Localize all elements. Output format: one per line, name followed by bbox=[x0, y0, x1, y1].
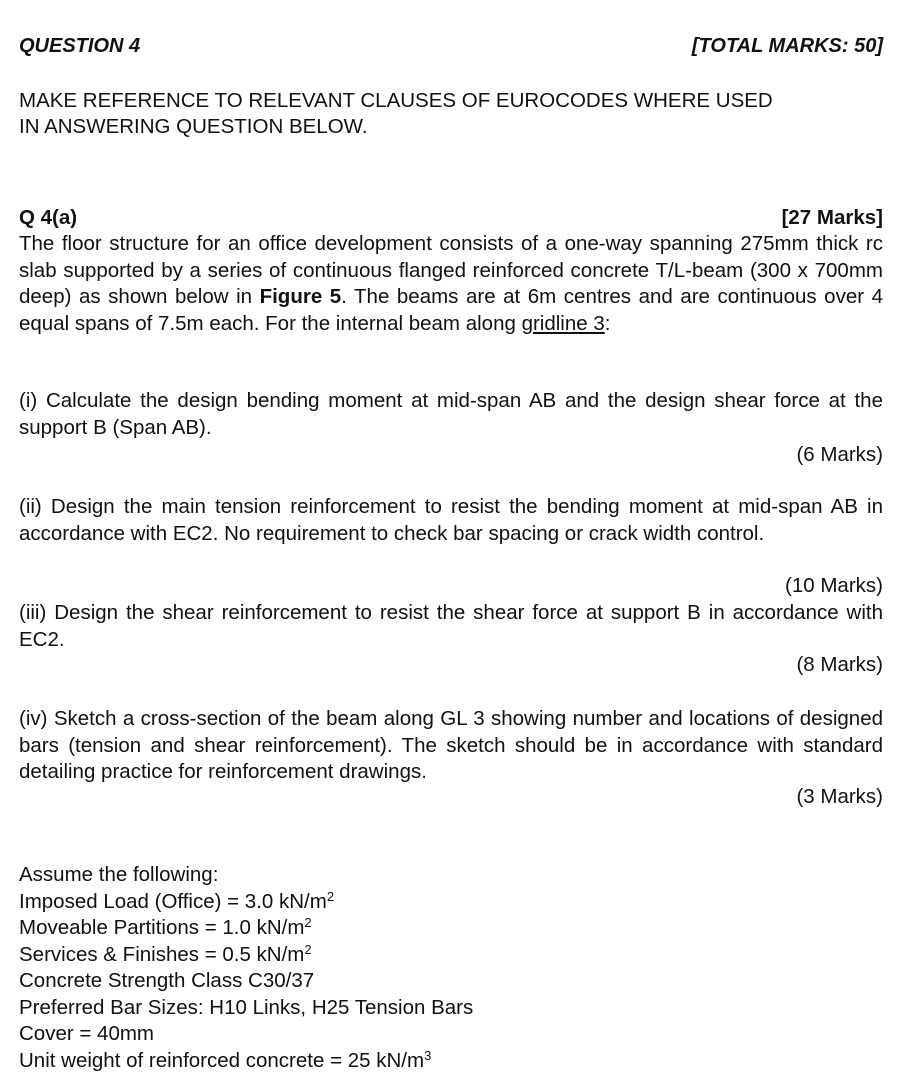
instruction-line-2: IN ANSWERING QUESTION BELOW. bbox=[19, 115, 368, 138]
assumptions-heading: Assume the following: bbox=[19, 863, 219, 886]
part-ii-text: (ii) Design the main tension reinforcement to resist the bending moment at mid-span AB in accordance with EC2. No requirement to check bar spacing or crack width control. bbox=[19, 495, 883, 545]
part-iv-text: (iv) Sketch a cross-section of the beam along GL 3 showing number and locations of designed bars (tension and shear reinforcement). The sketch should be in accordance with standard detailing practice for reinforcement drawings. bbox=[19, 707, 883, 783]
assumption-partitions: Moveable Partitions = 1.0 $kN/m^2$ bbox=[19, 915, 312, 939]
part-iii-marks: (8 Marks) bbox=[796, 653, 883, 676]
gridline-reference: gridline 3 bbox=[521, 311, 605, 335]
assumption-unit-weight: Unit weight of reinforced concrete = 25 $kN/m^3$ bbox=[19, 1047, 432, 1072]
assumption-bar-sizes: Preferred Bar Sizes: H10 Links, H25 Tension Bars bbox=[19, 995, 474, 1019]
assumption-cover: Cover = 40mm bbox=[19, 1022, 155, 1045]
question-header bbox=[19, 33, 883, 59]
instruction-text bbox=[19, 88, 883, 140]
instruction-line-1: MAKE REFERENCE TO RELEVANT CLAUSES OF EUROCODES WHERE USED bbox=[19, 89, 773, 112]
intro-text-middle: . The beams are at 6m centres and are continuous over 4 equal spans of 7.5m each. For the internal beam along bbox=[19, 285, 884, 335]
question-4a-intro bbox=[19, 231, 883, 337]
assumption-services: Services & Finishes = 0.5 $kN/m^2$ bbox=[19, 941, 312, 966]
part-i-marks: (6 Marks) bbox=[796, 443, 883, 466]
part-ii-marks: (10 Marks) bbox=[785, 574, 883, 597]
question-number: QUESTION 4 bbox=[19, 35, 141, 57]
question-4a-marks: [27 Marks] bbox=[781, 206, 883, 229]
assumption-imposed-load: Imposed Load (Office) = 3.0 $kN/m^2$ bbox=[19, 888, 335, 913]
part-iii-text: (iii) Design the shear reinforcement to resist the shear force at support B in accordance with EC2. bbox=[19, 601, 883, 651]
intro-text-start: The floor structure for an office development consists of a one-way spanning 275mm thick rc slab supported by a series of continuous flanged reinforced concrete T/L-beam (300 x 700mm deep) as shown below in bbox=[19, 232, 883, 308]
part-iv-marks: (3 Marks) bbox=[796, 785, 883, 808]
question-4a-label: Q 4(a) bbox=[19, 206, 78, 229]
intro-text-end: : bbox=[604, 311, 611, 335]
total-marks: [TOTAL MARKS: 50] bbox=[691, 35, 883, 57]
question-page bbox=[19, 0, 883, 1092]
part-i-text: (i) Calculate the design bending moment at mid-span AB and the design shear force at the support B (Span AB). bbox=[19, 389, 883, 439]
assumptions-list bbox=[19, 862, 473, 1074]
question-4a-header bbox=[19, 205, 883, 231]
figure-reference: Figure 5 bbox=[259, 285, 342, 308]
assumption-concrete: Concrete Strength Class C30/37 bbox=[19, 969, 315, 992]
